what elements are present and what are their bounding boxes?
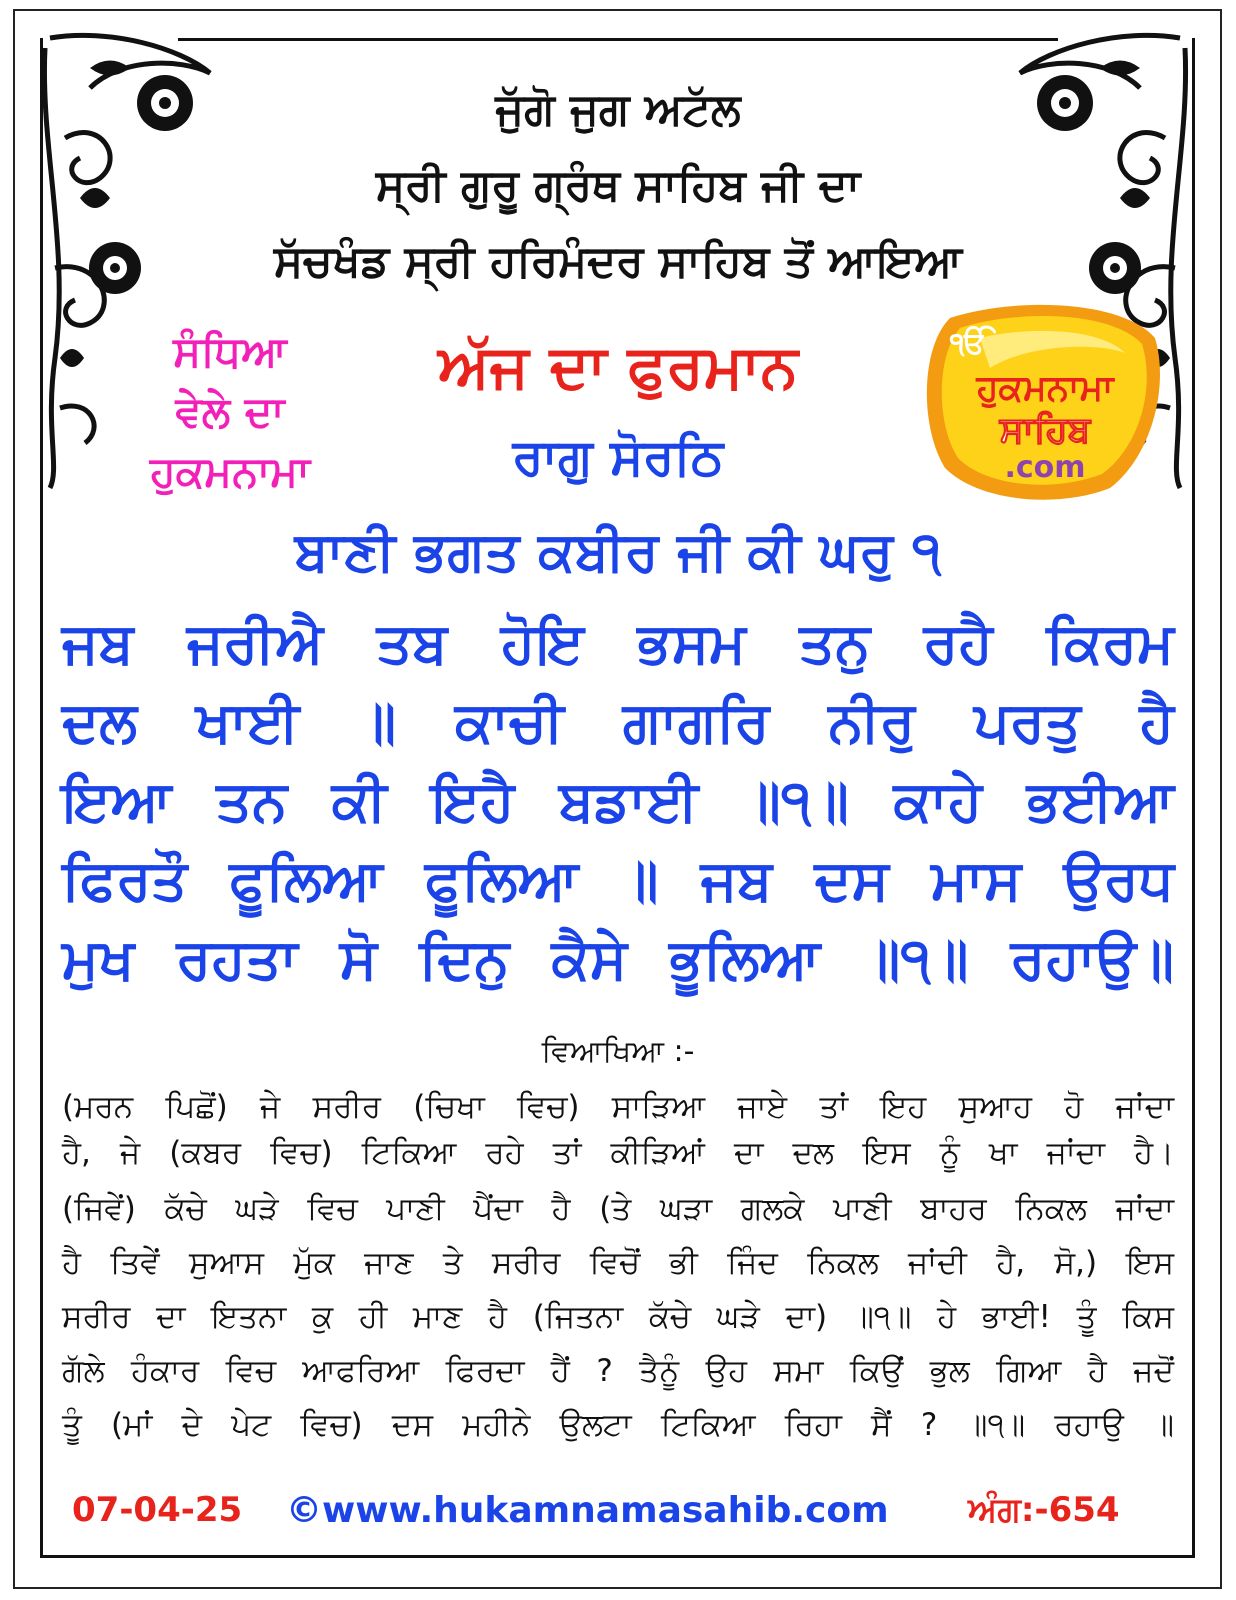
header-line-1: ਜੁੱਗੋ ਜੁਗ ਅਟੱਲ <box>495 84 741 135</box>
logo-line-1: ਹੁਕਮਨਾਮਾ <box>976 368 1114 409</box>
explanation-line-5: ਸਰੀਰ ਦਾ ਇਤਨਾ ਕੁ ਹੀ ਮਾਣ ਹੈ (ਜਿਤਨਾ ਕੱਚੇ ਘੜੇ ਦਾ) ॥੧॥ ਹੇ ਭਾਈ! ਤੂੰ ਕਿਸ <box>62 1299 1174 1335</box>
explanation-heading: ਵਿਆਖਿਆ :- <box>541 1034 695 1069</box>
verse-line-4: ਫਿਰਤੌ ਫੂਲਿਆ ਫੂਲਿਆ ॥ ਜਬ ਦਸ ਮਾਸ ਉਰਧ <box>62 848 1174 913</box>
explanation-line-6: ਗੱਲੇ ਹੰਕਾਰ ਵਿਚ ਆਫਰਿਆ ਫਿਰਦਾ ਹੈਂ ? ਤੈਨੂੰ ਉਹ ਸਮਾ ਕਿਉਂ ਭੁਲ ਗਿਆ ਹੈ ਜਦੋਂ <box>62 1353 1174 1389</box>
hukamnama-sahib-logo <box>920 298 1170 504</box>
explanation-line-7: ਤੂੰ (ਮਾਂ ਦੇ ਪੇਟ ਵਿਚ) ਦਸ ਮਹੀਨੇ ਉਲਟਾ ਟਿਕਿਆ ਰਿਹਾ ਸੈਂ ? ॥੧॥ ਰਹਾਉ ॥ <box>62 1407 1174 1443</box>
explanation-line-3: (ਜਿਵੇਂ) ਕੱਚੇ ਘੜੇ ਵਿਚ ਪਾਣੀ ਪੈਂਦਾ ਹੈ (ਤੇ ਘੜਾ ਗਲਕੇ ਪਾਣੀ ਬਾਹਰ ਨਿਕਲ ਜਾਂਦਾ <box>62 1191 1174 1227</box>
logo-line-2: ਸਾਹਿਬ <box>999 410 1091 451</box>
verse-line-2: ਦਲ ਖਾਈ ॥ ਕਾਚੀ ਗਾਗਰਿ ਨੀਰੁ ਪਰਤੁ ਹੈ <box>62 690 1174 755</box>
side-label-line-2: ਵੇਲੇ ਦਾ <box>175 387 285 436</box>
side-label-line-3: ਹੁਕਮਨਾਮਾ <box>150 447 310 496</box>
footer-website-link[interactable]: ©www.hukamnamasahib.com <box>286 1490 889 1531</box>
verse-line-3: ਇਆ ਤਨ ਕੀ ਇਹੈ ਬਡਾਈ ॥੧॥ ਕਾਹੇ ਭਈਆ <box>62 769 1174 834</box>
footer-ang: ਅੰਗ:-654 <box>968 1490 1120 1530</box>
footer-date: 07-04-25 <box>72 1490 243 1530</box>
explanation-line-1: (ਮਰਨ ਪਿਛੋਂ) ਜੇ ਸਰੀਰ (ਚਿਖਾ ਵਿਚ) ਸਾੜਿਆ ਜਾਏ ਤਾਂ ਇਹ ਸੁਆਹ ਹੋ ਜਾਂਦਾ <box>62 1089 1174 1125</box>
explanation-line-4: ਹੈ ਤਿਵੇਂ ਸੁਆਸ ਮੁੱਕ ਜਾਣ ਤੇ ਸਰੀਰ ਵਿਚੋਂ ਭੀ ਜਿੰਦ ਨਿਕਲ ਜਾਂਦੀ ਹੈ, ਸੋ,) ਇਸ <box>62 1245 1174 1281</box>
bani-title: ਬਾਣੀ ਭਗਤ ਕਬੀਰ ਜੀ ਕੀ ਘਰੁ ੧ <box>294 520 942 583</box>
header-line-2: ਸ੍ਰੀ ਗੁਰੂ ਗ੍ਰੰਥ ਸਾਹਿਬ ਜੀ ਦਾ <box>375 160 861 211</box>
inner-border-top <box>178 38 1058 41</box>
logo-symbol: ੴ <box>950 326 987 361</box>
page-title: ਅੱਜ ਦਾ ਫੁਰਮਾਨ <box>438 332 798 402</box>
side-label-line-1: ਸੰਧਿਆ <box>173 327 287 376</box>
verse-line-1: ਜਬ ਜਰੀਐ ਤਬ ਹੋਇ ਭਸਮ ਤਨੁ ਰਹੈ ਕਿਰਮ <box>62 611 1174 676</box>
raag-title: ਰਾਗੁ ਸੋਰਠਿ <box>512 428 724 486</box>
logo-line-3: .com <box>1004 450 1086 485</box>
verse-line-5: ਮੁਖ ਰਹਤਾ ਸੋ ਦਿਨੁ ਕੈਸੇ ਭੂਲਿਆ ॥੧॥ ਰਹਾਉ॥ <box>62 927 1174 992</box>
explanation-line-2: ਹੈ, ਜੇ (ਕਬਰ ਵਿਚ) ਟਿਕਿਆ ਰਹੇ ਤਾਂ ਕੀੜਿਆਂ ਦਾ ਦਲ ਇਸ ਨੂੰ ਖਾ ਜਾਂਦਾ ਹੈ। <box>62 1135 1174 1171</box>
header-line-3: ਸੱਚਖੰਡ ਸ੍ਰੀ ਹਰਿਮੰਦਰ ਸਾਹਿਬ ਤੋਂ ਆਇਆ <box>273 236 963 287</box>
